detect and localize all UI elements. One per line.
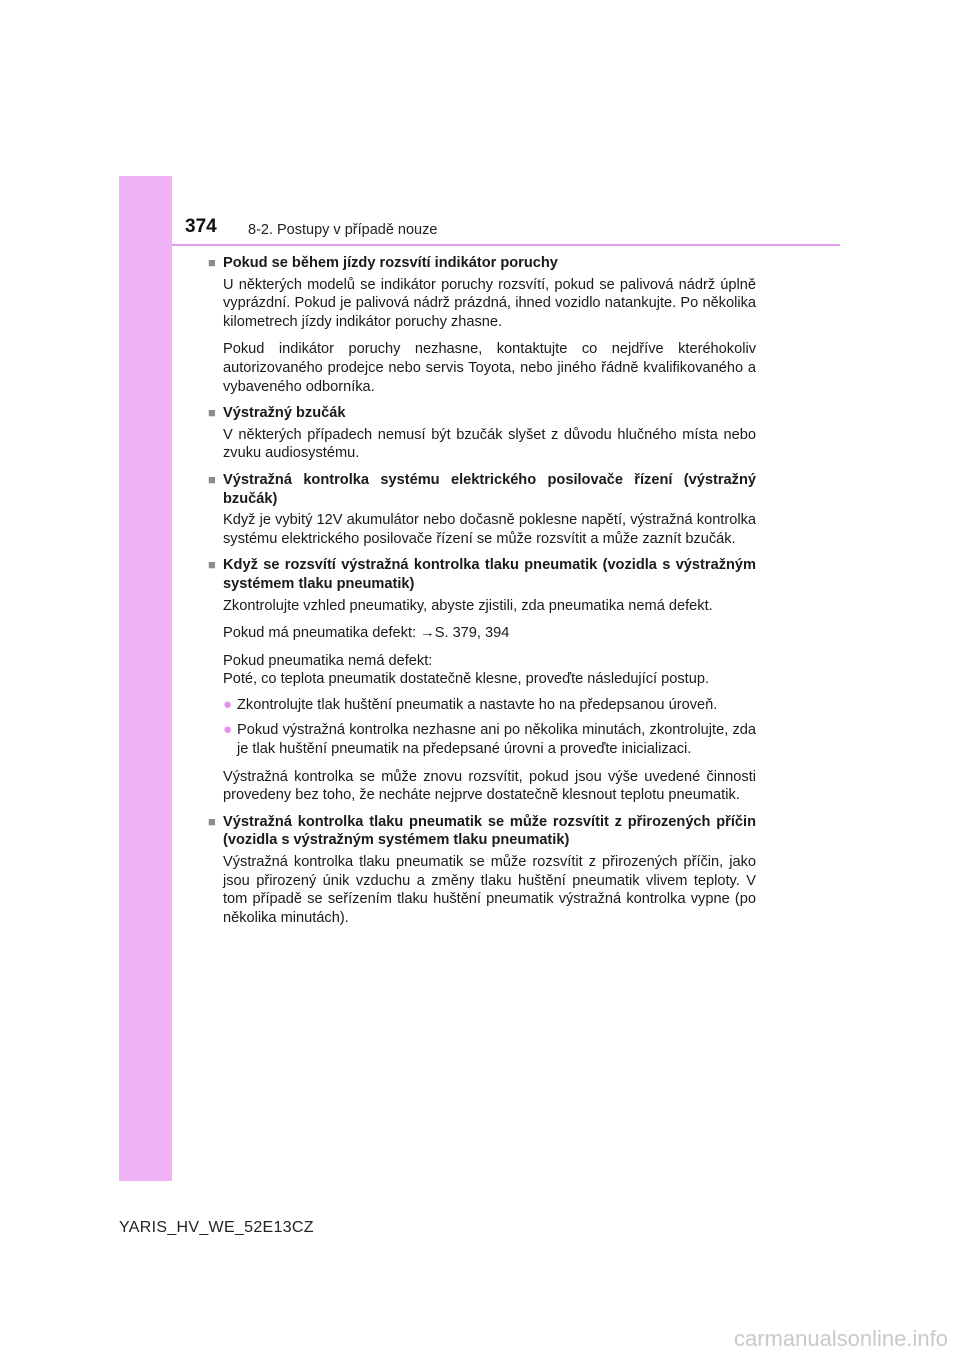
square-bullet-icon: ■ xyxy=(208,405,216,421)
paragraph: Zkontrolujte vzhled pneumatiky, abyste zjistili, zda pneumatika nemá defekt. xyxy=(223,597,713,614)
paragraph: Výstražná kontrolka se může znovu rozsvítit, pokud jsou výše uvedené činnosti provedeny bez toho, že necháte nejprve dostatečně klesnout teplotu pneumatik. xyxy=(223,768,756,804)
watermark: carmanualsonline.info xyxy=(733,1326,948,1351)
document-code: YARIS_HV_WE_52E13CZ xyxy=(119,1219,314,1236)
heading: ■ Výstražná kontrolka systému elektrického posilovače řízení (výstražný bzučák) xyxy=(208,471,756,507)
section-title: 8-2. Postupy v případě nouze xyxy=(248,222,438,238)
paragraph: Výstražná kontrolka tlaku pneumatik se může rozsvítit z přirozených příčin, jako jsou přirozený únik vzduchu a změny tlaku huštění pneumatik vlivem teploty. V tom případě se seřízením tlaku huštění pneumatik výstražná kontrolka vypne (po několika minutách). xyxy=(223,854,756,926)
paragraph: U některých modelů se indikátor poruchy rozsvítí, pokud se palivová nádrž úplně vyprázdní. Pokud je palivová nádrž prázdná, ihned vozidlo natankujte. Po několika kilometrech jízdy indikátor poruchy zhasne. xyxy=(223,276,756,330)
dot-bullet-icon: ● xyxy=(223,721,233,739)
paragraph: Pokud pneumatika nemá defekt: xyxy=(223,652,433,669)
square-bullet-icon: ■ xyxy=(208,255,216,270)
paragraph: Když je vybitý 12V akumulátor nebo dočasně poklesne napětí, výstražná kontrolka systému elektrického posilovače řízení se může rozsvítit a může zaznít bzučák. xyxy=(223,512,756,547)
list-item: ● Zkontrolujte tlak huštění pneumatik a nastavte ho na předepsanou úroveň. xyxy=(223,695,718,713)
paragraph: Pokud má pneumatika defekt: →S. 379, 394 xyxy=(223,625,510,642)
square-bullet-icon: ■ xyxy=(208,813,216,829)
square-bullet-icon: ■ xyxy=(208,557,216,573)
heading: ■ Když se rozsvítí výstražná kontrolka tlaku pneumatik (vozidla s výstražným systémem tlaku pneumatik) xyxy=(208,557,756,592)
page-content xyxy=(208,254,756,927)
chapter-sidebar-tab xyxy=(119,176,172,1181)
page-number: 374 xyxy=(185,216,217,237)
square-bullet-icon: ■ xyxy=(208,471,216,487)
heading: ■ Pokud se během jízdy rozsvítí indikátor poruchy xyxy=(208,255,558,271)
paragraph: Poté, co teplota pneumatik dostatečně klesne, proveďte následující postup. xyxy=(223,671,710,688)
heading: ■ Výstražný bzučák xyxy=(208,405,346,422)
header-rule xyxy=(172,244,840,246)
paragraph: Pokud indikátor poruchy nezhasne, kontaktujte co nejdříve kteréhokoliv autorizovaného prodejce nebo servis Toyota, nebo jiného řádně kvalifikovaného a vybaveného odborníka. xyxy=(223,341,756,395)
heading: ■ Výstražná kontrolka tlaku pneumatik se může rozsvítit z přirozených příčin (vozidla s výstražným systémem tlaku pneumatik) xyxy=(208,813,756,849)
list-item: ● Pokud výstražná kontrolka nezhasne ani po několika minutách, zkontrolujte, zda je tlak huštění pneumatik na předepsané úrovni a proveďte inicializaci. xyxy=(223,721,756,758)
dot-bullet-icon: ● xyxy=(223,695,233,713)
paragraph: V některých případech nemusí být bzučák slyšet z důvodu hlučného místa nebo zvuku audiosystému. xyxy=(223,426,756,462)
